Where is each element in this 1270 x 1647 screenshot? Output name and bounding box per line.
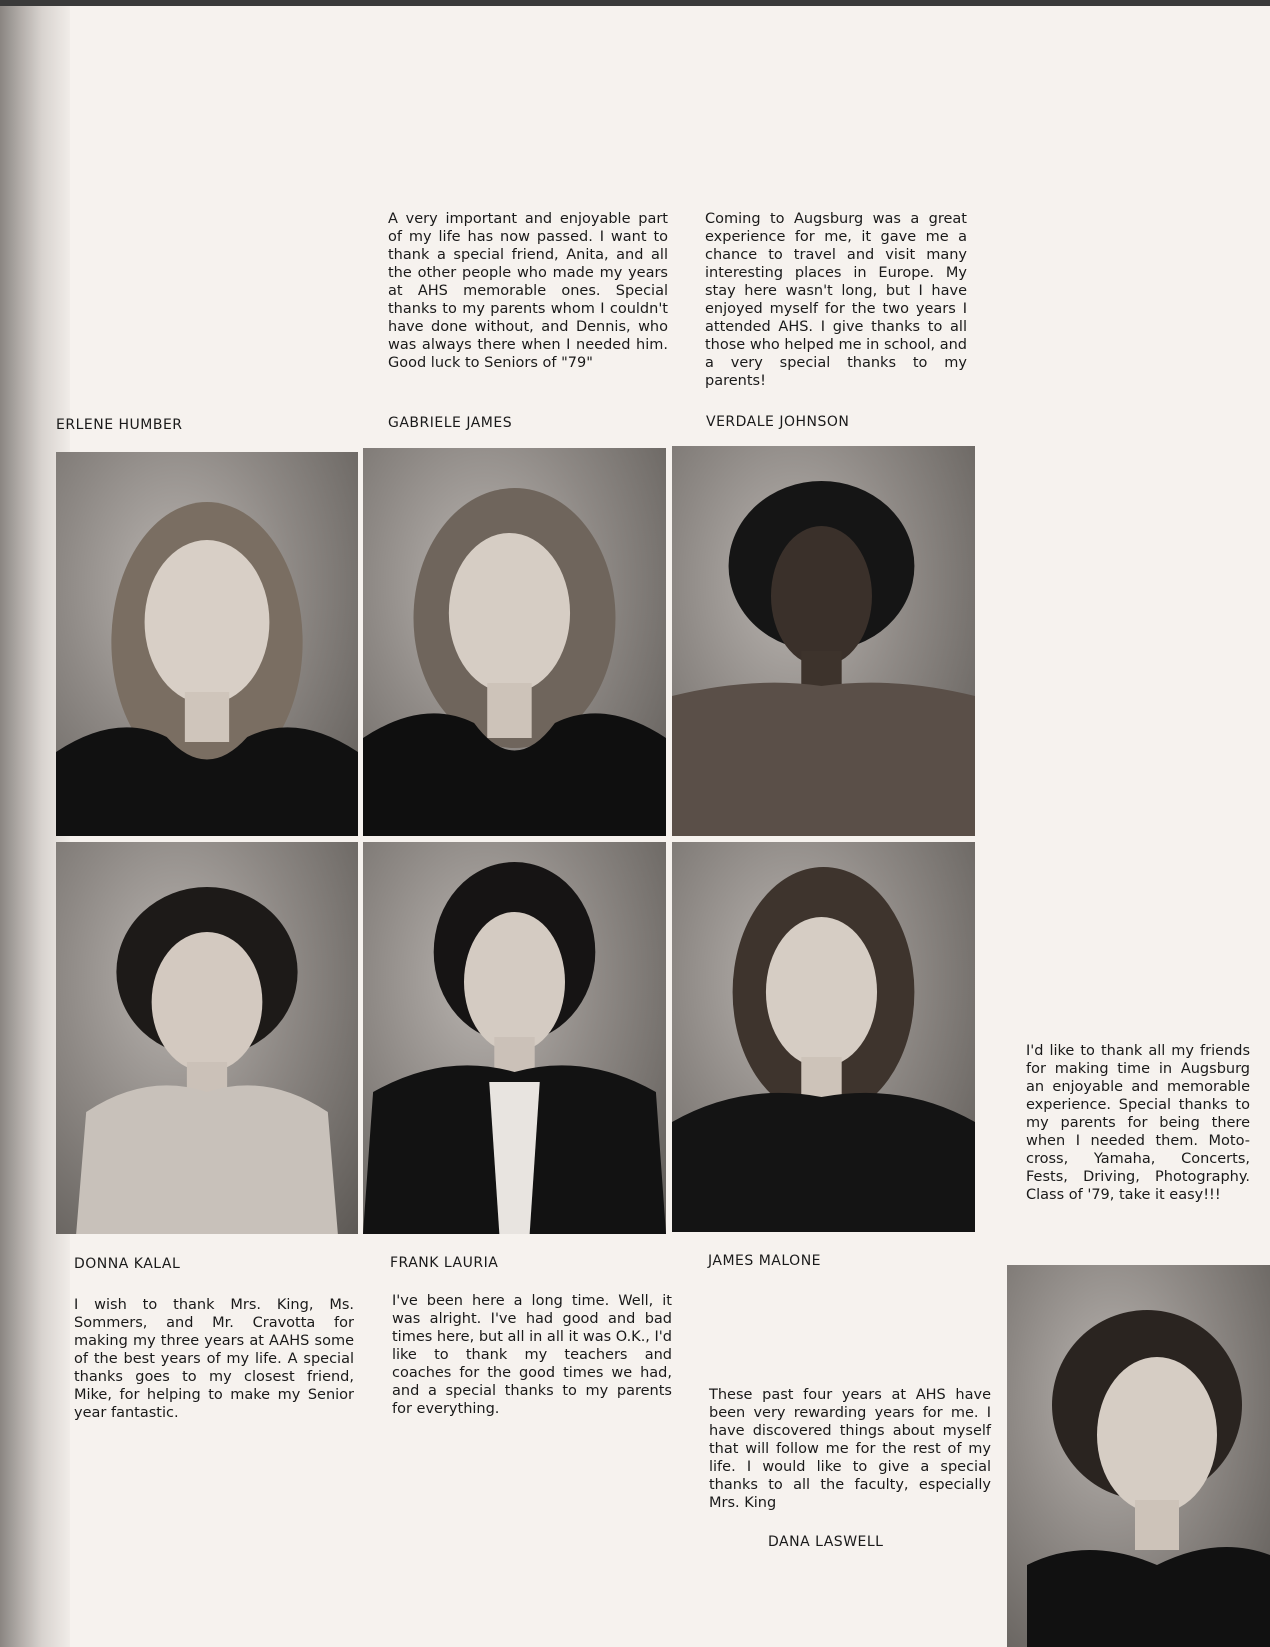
portrait-photo-2: [363, 448, 666, 836]
portrait-photo-4: [56, 842, 358, 1234]
portrait-photo-7: [1007, 1265, 1270, 1647]
blurb-james-malone: I'd like to thank all my friends for making time in Augsburg an enjoyable and memorable experience. Special thanks to my parents for being there when I needed them. Moto-cross, Yamaha, Concerts, Fests, Driving, Photography. Class of '79, take it easy!!!: [1026, 1043, 1250, 1203]
scan-edge: [0, 0, 1270, 6]
blurb-frank-lauria: I've been here a long time. Well, it was alright. I've had good and bad times here, but all in all it was O.K., I'd like to thank my teachers and coaches for the good times we had, and a special thanks to my parents for everything.: [392, 1293, 672, 1417]
blurb-gabriele-james: A very important and enjoyable part of my life has now passed. I want to thank a special friend, Anita, and all the other people who made my years at AHS memorable ones. Special thanks to my parents whom I couldn't have done without, and Dennis, who was always there when I needed him. Good luck to Seniors of "79": [388, 211, 668, 371]
blurb-verdale-johnson: Coming to Augsburg was a great experience for me, it gave me a chance to travel and visit many interesting places in Europe. My stay here wasn't long, but I have enjoyed myself for the two years I attended AHS. I give thanks to all those who helped me in school, and a very special thanks to my parents!: [705, 211, 967, 389]
name-gabriele-james: GABRIELE JAMES: [388, 415, 513, 431]
blurb-donna-kalal: I wish to thank Mrs. King, Ms. Sommers, and Mr. Cravotta for making my three years at AAHS some of the best years of my life. A special thanks goes to my closest friend, Mike, for helping to make my Senior year fantastic.: [74, 1297, 354, 1421]
name-frank-lauria: FRANK LAURIA: [390, 1255, 499, 1271]
name-merlene-humber: ERLENE HUMBER: [56, 417, 183, 433]
name-dana-laswell: DANA LASWELL: [768, 1534, 884, 1550]
name-james-malone: JAMES MALONE: [708, 1253, 822, 1269]
name-verdale-johnson: VERDALE JOHNSON: [706, 414, 850, 430]
name-donna-kalal: DONNA KALAL: [74, 1256, 181, 1272]
blurb-dana-laswell: These past four years at AHS have been very rewarding years for me. I have discovered things about myself that will follow me for the rest of my life. I would like to give a special thanks to all the faculty, especially Mrs. King: [709, 1387, 991, 1511]
portrait-photo-3: [672, 446, 975, 836]
portrait-photo-1: [56, 452, 358, 836]
portrait-photo-5: [363, 842, 666, 1234]
portrait-photo-6: [672, 842, 975, 1232]
